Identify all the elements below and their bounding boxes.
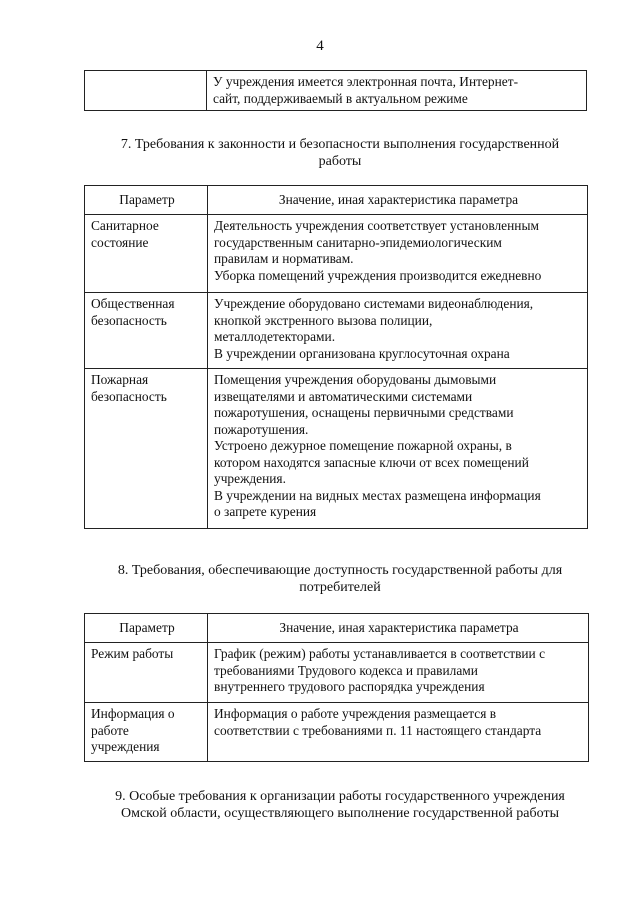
continuation-table xyxy=(84,70,587,111)
param-cell: Санитарное состояние xyxy=(85,215,208,293)
param-cell: Информация о работе учреждения xyxy=(85,703,208,762)
section-7-table xyxy=(84,185,588,529)
value-cell: Информация о работе учреждения размещается в соответствии с требованиями п. 11 настоящего стандарта xyxy=(208,703,589,762)
table-row xyxy=(85,703,589,762)
heading-line: 8. Требования, обеспечивающие доступность государственной работы для xyxy=(117,563,563,578)
value-cell xyxy=(207,71,587,111)
table-row xyxy=(85,643,589,703)
value-line: У учреждения имеется электронная почта, Интернет- xyxy=(213,74,519,89)
heading-line: работы xyxy=(318,154,362,169)
column-header-param: Параметр xyxy=(85,614,208,643)
heading-line: 7. Требования к законности и безопасности выполнения государственной xyxy=(120,137,560,152)
param-cell: Пожарная безопасность xyxy=(85,369,208,529)
value-cell: График (режим) работы устанавливается в соответствии с требованиями Трудового кодекса и правилами внутреннего трудового распорядка учреждения xyxy=(208,643,589,703)
param-cell: Общественная безопасность xyxy=(85,293,208,369)
value-cell: Помещения учреждения оборудованы дымовыми извещателями и автоматическими системами пожаротушения, оснащены первичными средствами пожаротушения. Устроено дежурное помещение пожарной охраны, в котором находятся запасные ключи от всех помещений учреждения. В учреждении на видных местах размещена информация о запрете курения xyxy=(208,369,588,529)
value-cell: Учреждение оборудовано системами видеонаблюдения, кнопкой экстренного вызова полиции, металлодетекторами. В учреждении организована круглосуточная охрана xyxy=(208,293,588,369)
empty-param-cell xyxy=(85,71,207,111)
table-row xyxy=(85,71,587,111)
page-number: 4 xyxy=(316,38,324,54)
table-header-row xyxy=(85,614,589,643)
table-row xyxy=(85,293,588,369)
heading-line: 9. Особые требования к организации работы государственного учреждения xyxy=(115,789,565,804)
column-header-value: Значение, иная характеристика параметра xyxy=(208,614,589,643)
section-9-heading xyxy=(60,788,620,822)
section-7-heading xyxy=(60,136,620,170)
param-cell: Режим работы xyxy=(85,643,208,703)
table-header-row xyxy=(85,186,588,215)
heading-line: Омской области, осуществляющего выполнение государственной работы xyxy=(121,806,559,821)
column-header-value: Значение, иная характеристика параметра xyxy=(208,186,588,215)
section-8-heading xyxy=(60,562,620,596)
table-row xyxy=(85,215,588,293)
heading-line: потребителей xyxy=(299,580,381,595)
value-line: сайт, поддерживаемый в актуальном режиме xyxy=(213,90,468,106)
value-cell: Деятельность учреждения соответствует установленным государственным санитарно-эпидемиологическим правилам и нормативам. Уборка помещений учреждения производится ежедневно xyxy=(208,215,588,293)
table-row xyxy=(85,369,588,529)
section-8-table xyxy=(84,613,589,762)
column-header-param: Параметр xyxy=(85,186,208,215)
